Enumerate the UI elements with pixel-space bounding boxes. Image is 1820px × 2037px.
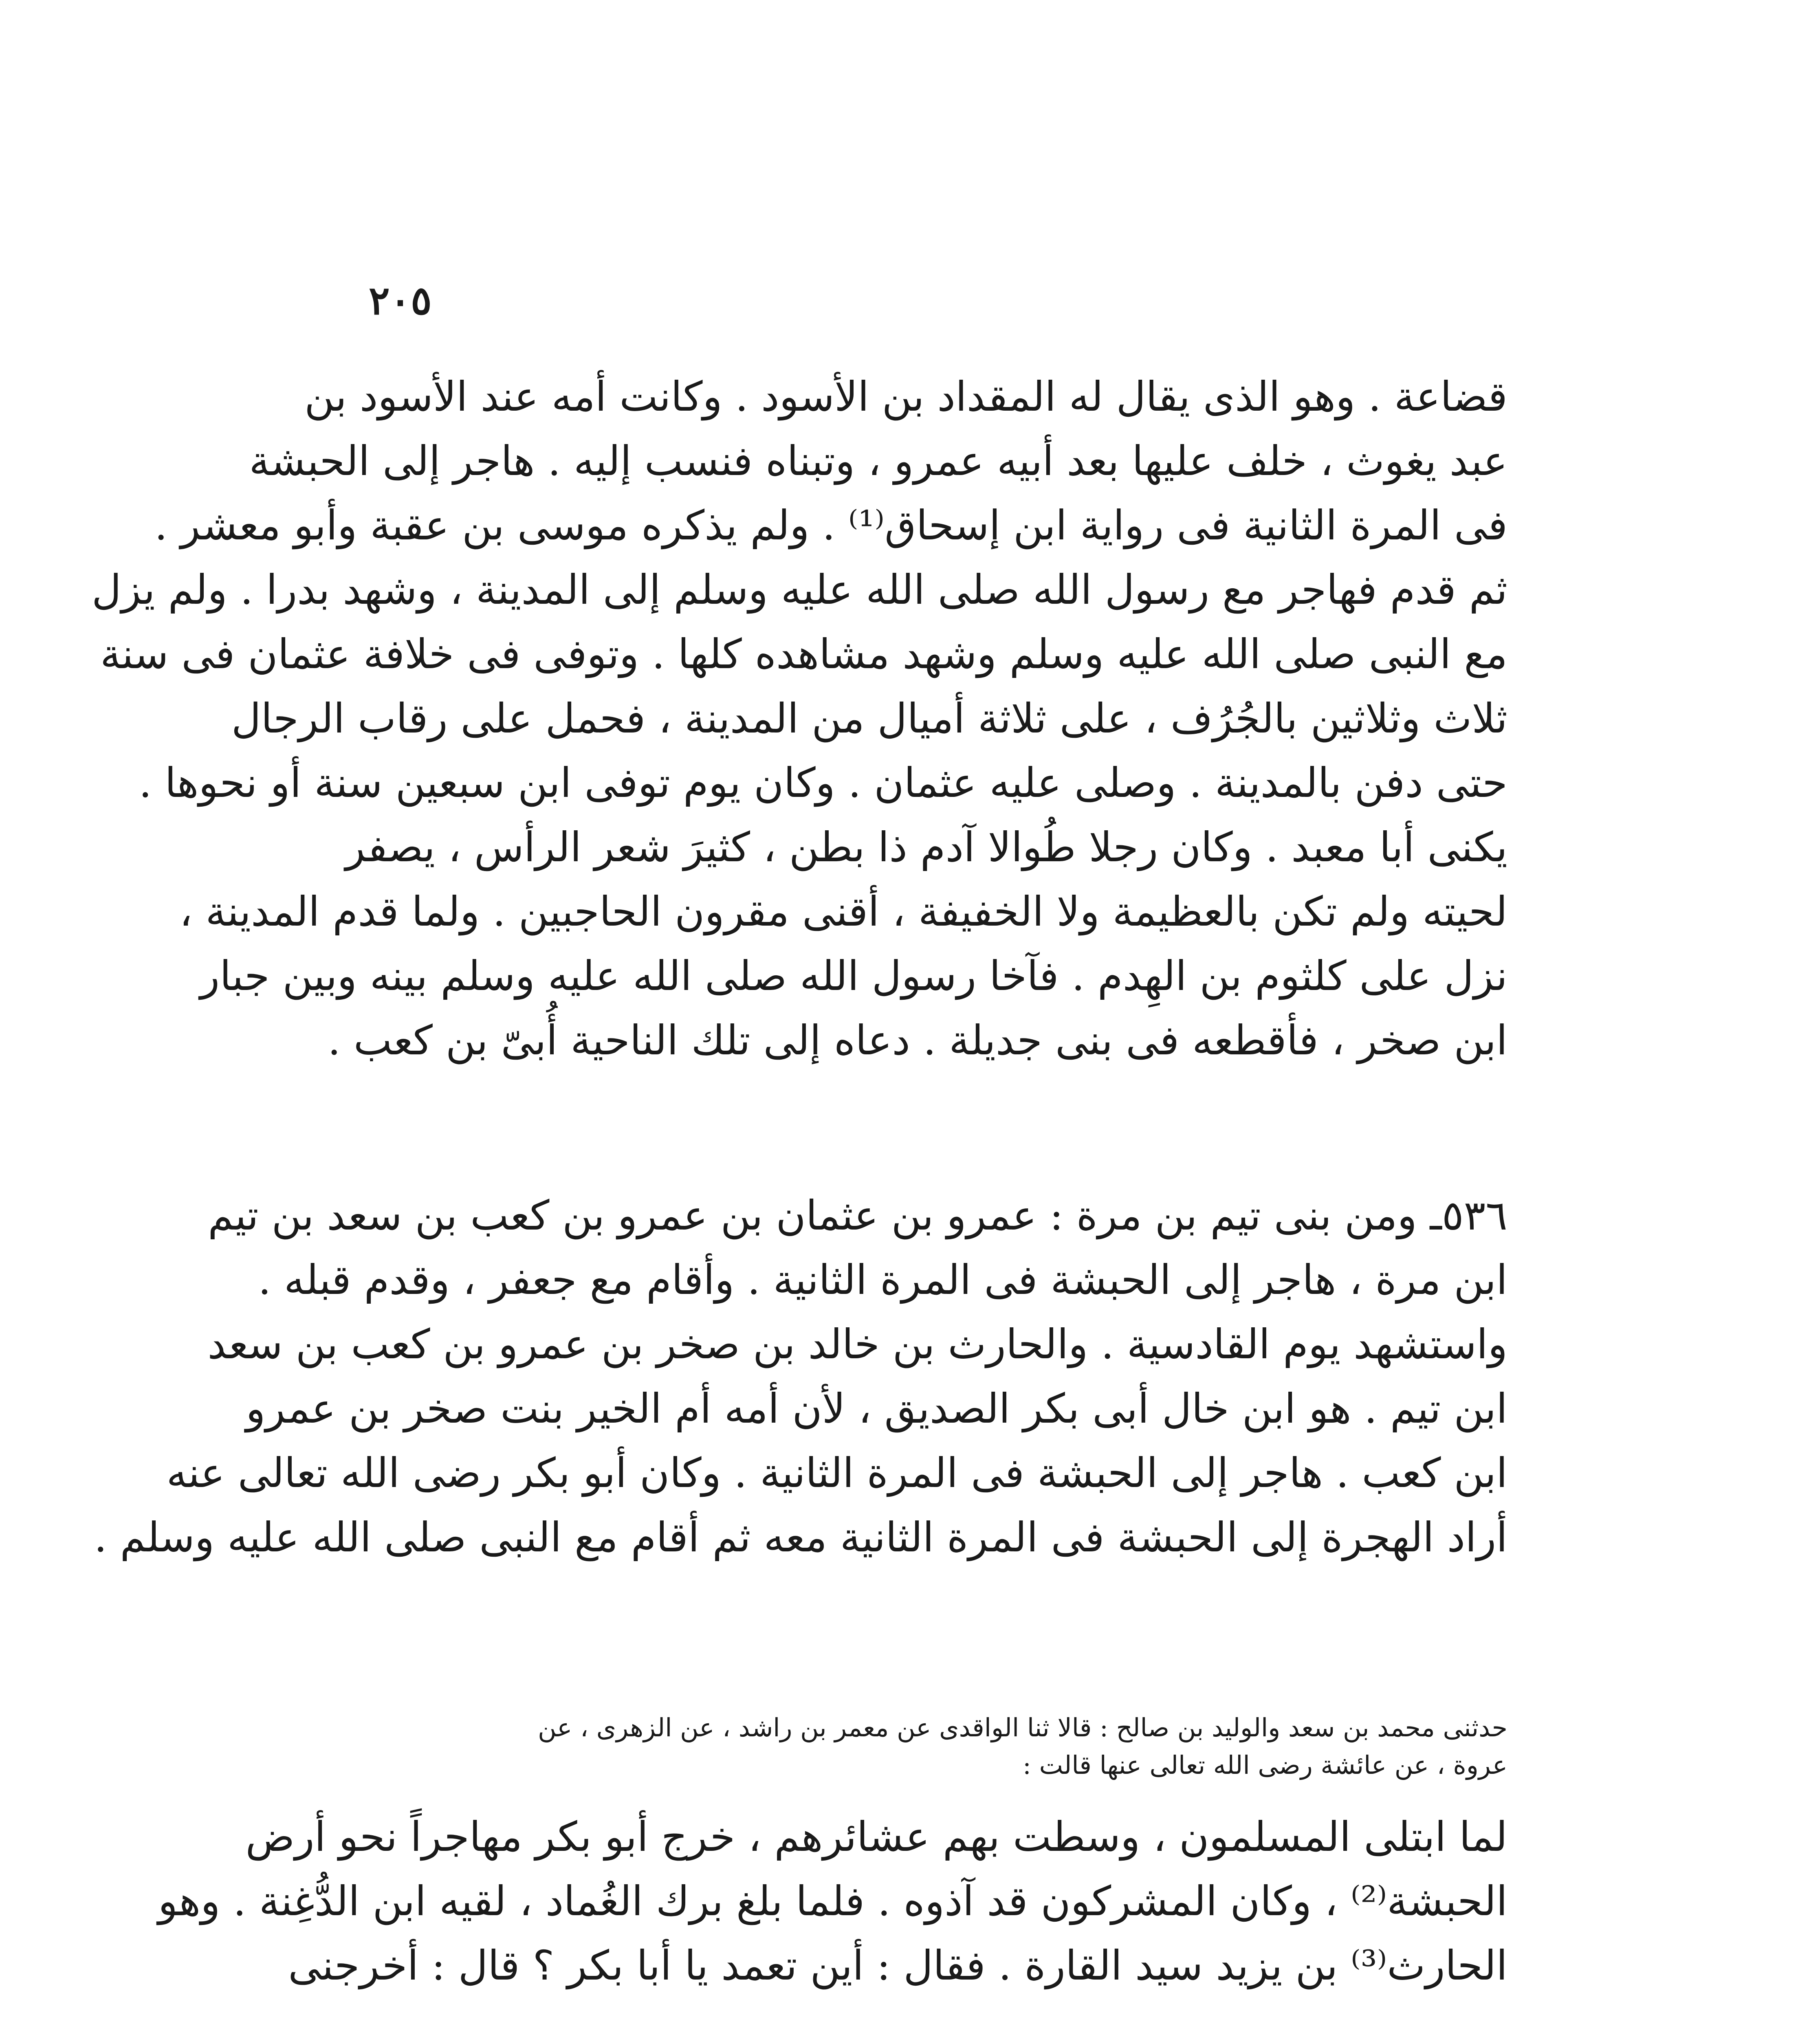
text-line: ابن مرة ، هاجر إلى الحبشة فى المرة الثانية . وأقام مع جعفر ، وقدم قبله . — [258, 1256, 1507, 1304]
paragraph-2 — [94, 1183, 1507, 1570]
paragraph-1 — [92, 365, 1507, 1073]
text-line: ابن كعب . هاجر إلى الحبشة فى المرة الثانية . وكان أبو بكر رضى الله تعالى عنه — [166, 1449, 1507, 1497]
text-line: نزل على كلثوم بن الهِدم . فآخا رسول الله صلى الله عليه وسلم بينه وبين جبار — [200, 952, 1507, 1000]
text-line: واستشهد يوم القادسية . والحارث بن خالد بن صخر بن عمرو بن كعب بن سعد — [207, 1320, 1507, 1368]
text-line: ثم قدم فهاجر مع رسول الله صلى الله عليه وسلم إلى المدينة ، وشهد بدرا . ولم يزل — [92, 566, 1507, 614]
paragraph-3 — [158, 1805, 1507, 1998]
text-line: الحارث⁽³⁾ بن يزيد سيد القارة . فقال : أين تعمد يا أبا بكر ؟ قال : أخرجنى — [288, 1942, 1507, 1989]
text-line: الحبشة⁽²⁾ ، وكان المشركون قد آذوه . فلما بلغ برك الغُماد ، لقيه ابن الدُّغِنة . وهو — [158, 1877, 1507, 1925]
text-line: ابن صخر ، فأقطعه فى بنى جديلة . دعاه إلى تلك الناحية أُبىّ بن كعب . — [328, 1016, 1507, 1064]
page-number: ٢٠٥ — [369, 277, 432, 323]
text-line: مع النبى صلى الله عليه وسلم وشهد مشاهده كلها . وتوفى فى خلافة عثمان فى سنة — [100, 630, 1507, 678]
text-line: عبد يغوث ، خلف عليها بعد أبيه عمرو ، وتبناه فنسب إليه . هاجر إلى الحبشة — [249, 437, 1507, 485]
text-line: حتى دفن بالمدينة . وصلى عليه عثمان . وكان يوم توفى ابن سبعين سنة أو نحوها . — [139, 759, 1507, 807]
text-line: ابن تيم . هو ابن خال أبى بكر الصديق ، لأن أمه أم الخير بنت صخر بن عمرو — [246, 1385, 1507, 1432]
text-line: ثلاث وثلاثين بالجُرُف ، على ثلاثة أميال من المدينة ، فحمل على رقاب الرجال — [231, 695, 1507, 742]
text-line: لحيته ولم تكن بالعظيمة ولا الخفيفة ، أقنى مقرون الحاجبين . ولما قدم المدينة ، — [179, 888, 1507, 935]
isnad-line: عروة ، عن عائشة رضى الله تعالى عنها قالت : — [1022, 1750, 1507, 1780]
isnad-chain — [359, 1709, 1507, 1784]
text-line: قضاعة . وهو الذى يقال له المقداد بن الأسود . وكانت أمه عند الأسود بن — [304, 373, 1507, 420]
text-line: يكنى أبا معبد . وكان رجلا طُوالا آدم ذا بطن ، كثيرَ شعر الرأس ، يصفر — [345, 823, 1507, 871]
text-line: أراد الهجرة إلى الحبشة فى المرة الثانية معه ثم أقام مع النبى صلى الله عليه وسلم . — [94, 1513, 1507, 1561]
text-line: لما ابتلى المسلمون ، وسطت بهم عشائرهم ، خرج أبو بكر مهاجراً نحو أرض — [245, 1813, 1507, 1861]
entry-heading-line: ٥٣٦ـ ومن بنى تيم بن مرة : عمرو بن عثمان بن عمرو بن كعب بن سعد بن تيم — [208, 1192, 1507, 1239]
isnad-line: حدثنى محمد بن سعد والوليد بن صالح : قالا ثنا الواقدى عن معمر بن راشد ، عن الزهرى ، عن — [538, 1713, 1507, 1742]
text-line: فى المرة الثانية فى رواية ابن إسحاق⁽¹⁾ . ولم يذكره موسى بن عقبة وأبو معشر . — [154, 502, 1507, 549]
